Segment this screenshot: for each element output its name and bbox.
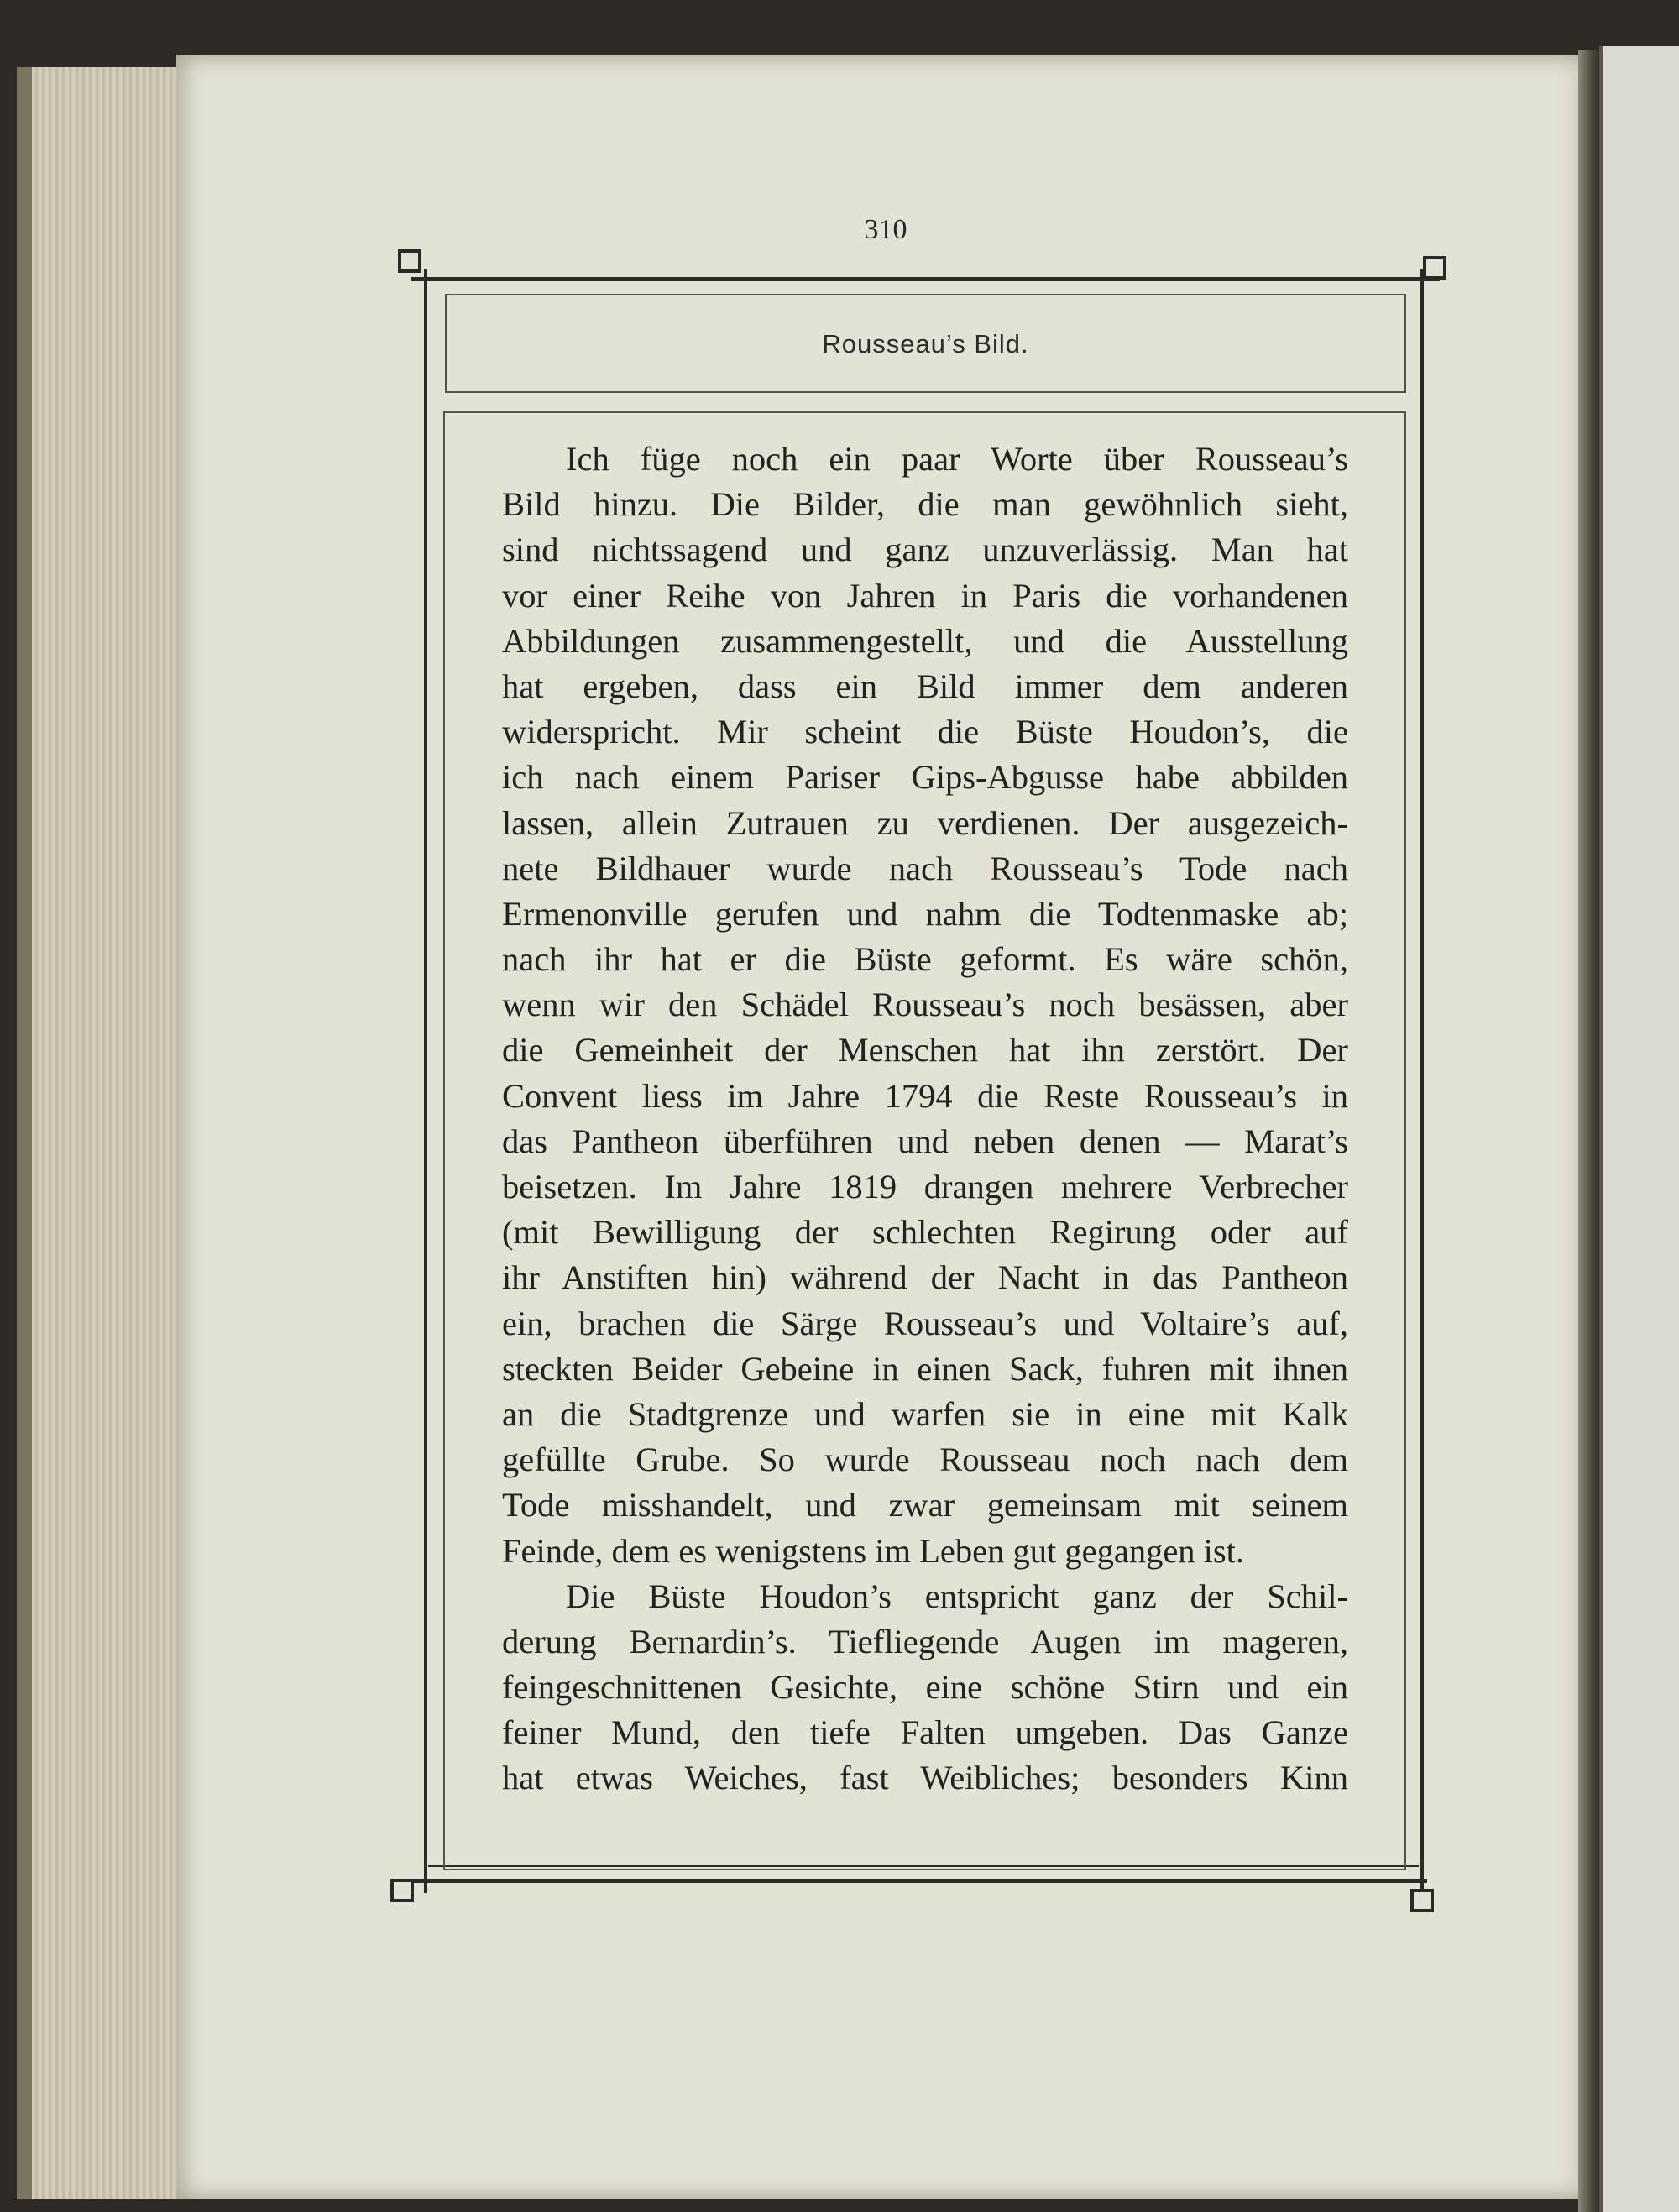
text-line: Abbildungen zusammengestellt, und die Ausstellung bbox=[502, 621, 1348, 660]
text-line: steckten Beider Gebeine in einen Sack, fuhren mit ihnen bbox=[502, 1349, 1348, 1388]
text-line: feiner Mund, den tiefe Falten umgeben. Das Ganze bbox=[502, 1713, 1348, 1752]
text-line: Tode misshandelt, und zwar gemeinsam mit seinem bbox=[502, 1486, 1348, 1524]
text-line: Ermenonville gerufen und nahm die Todtenmaske ab; bbox=[502, 894, 1348, 933]
text-line: die Gemeinheit der Menschen hat ihn zerstört. Der bbox=[502, 1031, 1348, 1069]
frame-corner-top-right bbox=[1423, 256, 1446, 280]
text-line: wenn wir den Schädel Rousseau’s noch besässen, aber bbox=[502, 986, 1348, 1024]
body-text bbox=[502, 437, 1348, 1801]
text-line: Feinde, dem es wenigstens im Leben gut gegangen ist. bbox=[502, 1531, 1245, 1570]
frame-bottom-line bbox=[395, 1879, 1427, 1883]
frame-corner-top-left bbox=[398, 249, 421, 273]
text-line: sind nichtssagend und ganz unzuverlässig. Man hat bbox=[502, 531, 1348, 569]
text-line: beisetzen. Im Jahre 1819 drangen mehrere Verbrecher bbox=[502, 1168, 1348, 1205]
text-line: hat etwas Weiches, fast Weibliches; besonders Kinn bbox=[502, 1759, 1348, 1797]
text-line: ein, brachen die Särge Rousseau’s und Voltaire’s auf, bbox=[502, 1304, 1348, 1342]
text-line: nete Bildhauer wurde nach Rousseau’s Tode nach bbox=[502, 849, 1348, 887]
text-line: Die Büste Houdon’s entspricht ganz der Schil- bbox=[566, 1577, 1348, 1615]
frame-left-line bbox=[424, 269, 427, 1893]
text-line: derung Bernardin’s. Tiefliegende Augen im mageren, bbox=[502, 1622, 1348, 1660]
text-line: ich nach einem Pariser Gips-Abgusse habe abbilden bbox=[502, 758, 1348, 797]
text-line: an die Stadtgrenze und warfen sie in eine mit Kalk bbox=[502, 1394, 1348, 1433]
text-line: ihr Anstiften hin) während der Nacht in das Pantheon bbox=[502, 1258, 1348, 1297]
text-line: Bild hinzu. Die Bilder, die man gewöhnlich sieht, bbox=[502, 485, 1348, 524]
frame-right-line bbox=[1420, 269, 1424, 1893]
text-line: das Pantheon überführen und neben denen — Marat’s bbox=[502, 1122, 1348, 1160]
frame-corner-bottom-right bbox=[1410, 1889, 1434, 1912]
frame-corner-bottom-left bbox=[390, 1879, 414, 1902]
text-line: Ich füge noch ein paar Worte über Rousseau’s bbox=[566, 440, 1348, 478]
text-line: lassen, allein Zutrauen zu verdienen. Der ausgezeich- bbox=[502, 803, 1348, 842]
text-line: hat ergeben, dass ein Bild immer dem anderen bbox=[502, 667, 1348, 705]
text-line: feingeschnittenen Gesichte, eine schöne Stirn und ein bbox=[502, 1668, 1348, 1707]
facing-page-edge bbox=[1599, 46, 1679, 2212]
text-line: vor einer Reihe von Jahren in Paris die vorhandenen bbox=[502, 576, 1348, 614]
text-line: Convent liess im Jahre 1794 die Reste Rousseau’s in bbox=[502, 1076, 1348, 1115]
text-line: gefüllte Grube. So wurde Rousseau noch nach dem bbox=[502, 1441, 1348, 1479]
page-stack-edges bbox=[17, 67, 185, 2199]
book-gutter bbox=[1578, 50, 1602, 2212]
running-head: Rousseau’s Bild. bbox=[822, 329, 1029, 358]
text-line: widerspricht. Mir scheint die Büste Houdon’s, die bbox=[502, 713, 1348, 751]
page-number: 310 bbox=[864, 214, 907, 245]
text-line: nach ihr hat er die Büste geformt. Es wäre schön, bbox=[502, 940, 1348, 979]
frame-top-line bbox=[411, 277, 1440, 281]
text-line: (mit Bewilligung der schlechten Regirung oder auf bbox=[502, 1213, 1348, 1252]
